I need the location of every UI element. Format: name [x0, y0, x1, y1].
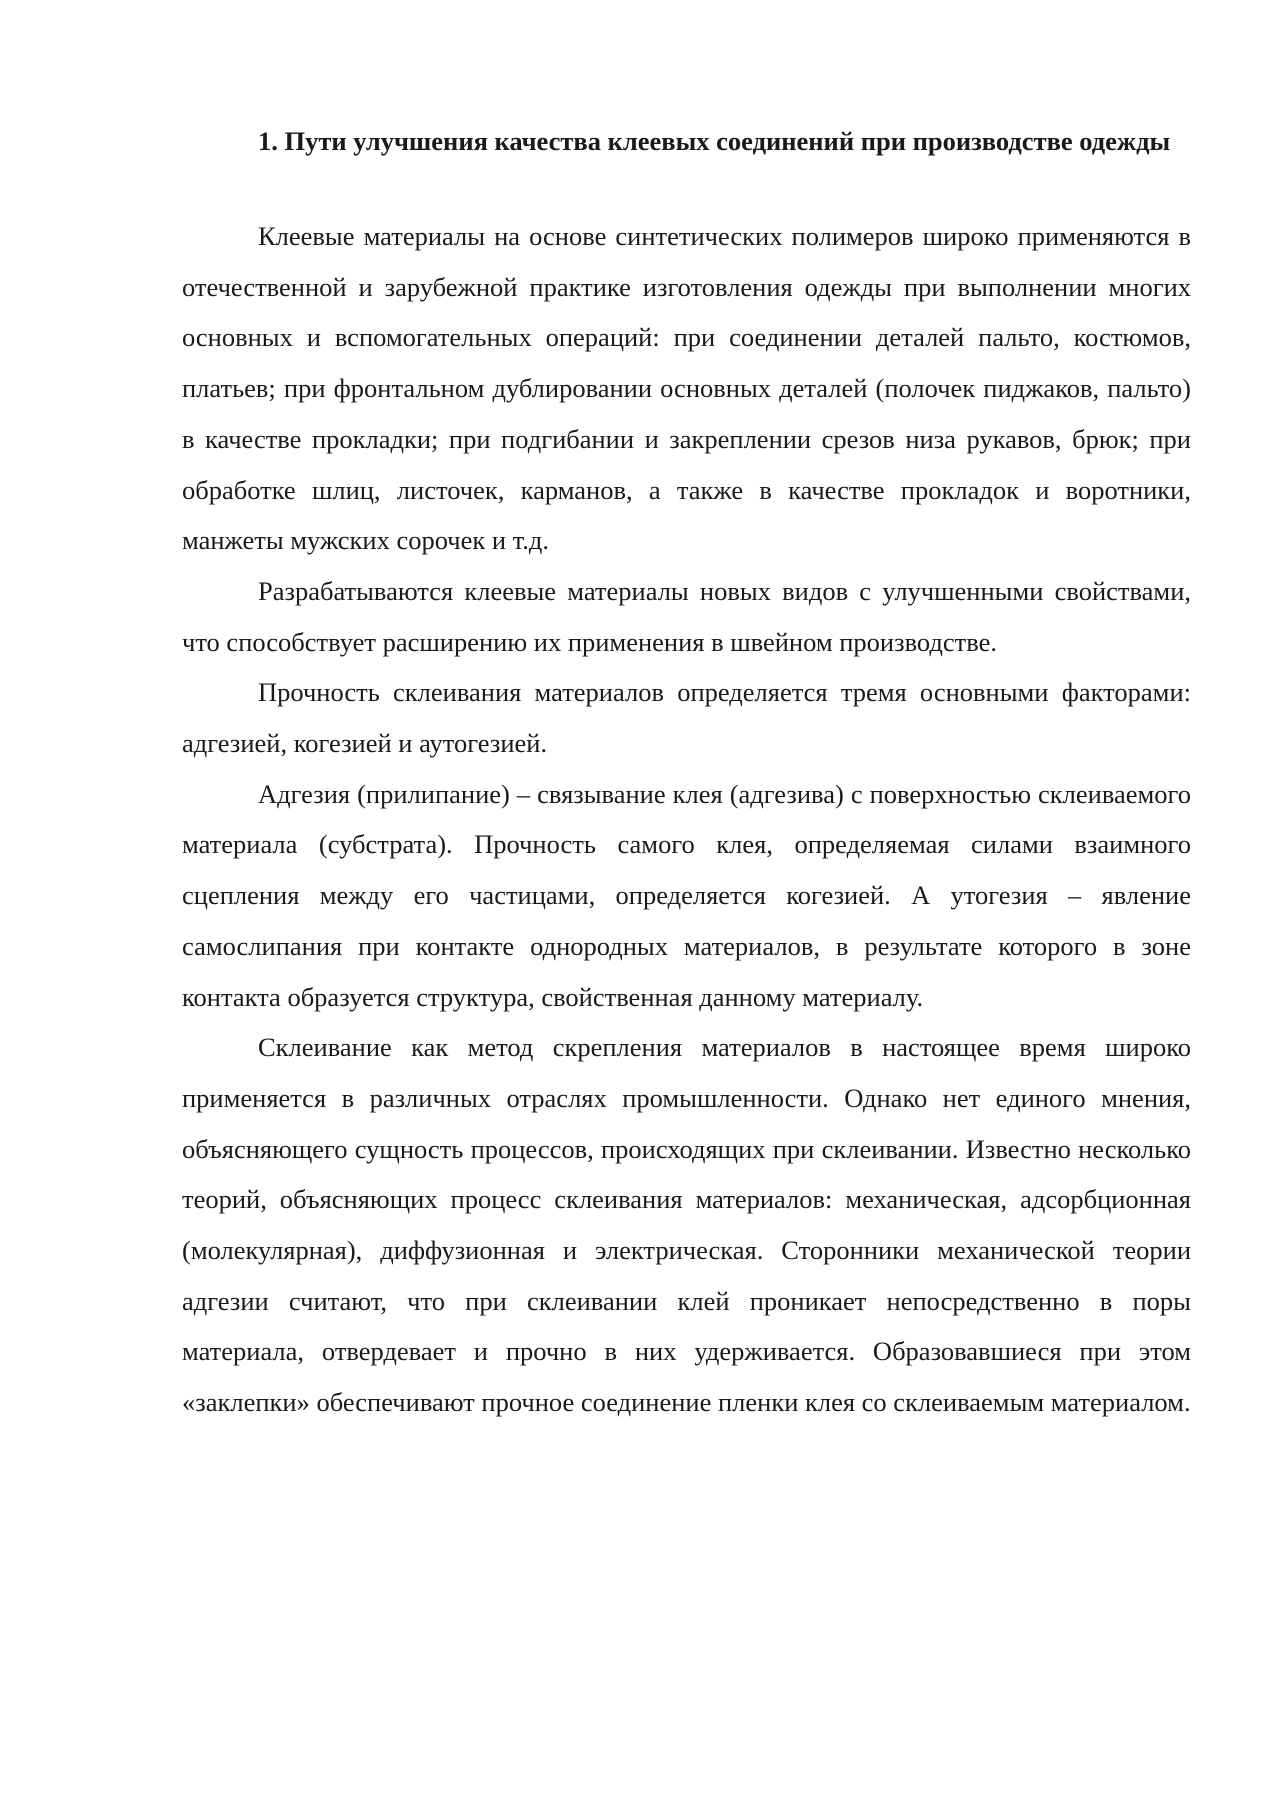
section-heading: 1. Пути улучшения качества клеевых соединений при производстве одежды [258, 126, 1171, 156]
document-body [182, 211, 1191, 1428]
paragraph-bond-strength: Прочность склеивания материалов определяется тремя основными факторами: адгезией, когезией и аутогезией. [182, 677, 1191, 759]
paragraph-adhesion-definition: Адгезия (прилипание) – связывание клея (адгезива) с поверхностью склеиваемого материала (субстрата). Прочность самого клея, определяемая силами взаимного сцепления между его частицами, определяется когезией. А утогезия – явление самослипания при контакте однородных материалов, в результате которого в зоне контакта образуется структура, свойственная данному материалу. [182, 778, 1191, 1012]
document-content [182, 116, 1191, 1428]
paragraph-adhesive-materials: Клеевые материалы на основе синтетических полимеров широко применяются в отечественной и зарубежной практике изготовления одежды при выполнении многих основных и вспомогательных операций: при соединении деталей пальто, костюмов, платьев; при фронтальном дублировании основных деталей (полочек пиджаков, пальто) в качестве прокладки; при подгибании и закреплении срезов низа рукавов, брюк; при обработке шлиц, листочек, карманов, а также в качестве прокладок и воротники, манжеты мужских сорочек и т.д. [182, 221, 1191, 556]
paragraph-new-materials: Разрабатываются клеевые материалы новых видов с улучшенными свойствами, что способствует расширению их применения в швейном производстве. [182, 575, 1191, 657]
paragraph-bonding-theories: Склеивание как метод скрепления материалов в настоящее время широко применяется в различных отраслях промышленности. Однако нет единого мнения, объясняющего сущность процессов, происходящих при склеивании. Известно несколько теорий, объясняющих процесс склеивания материалов: механическая, адсорбционная (молекулярная), диффузионная и электрическая. Сторонники механической теории адгезии считают, что при склеивании клей проникает непосредственно в поры материала, отвердевает и прочно в них удерживается. Образовавшиеся при этом «заклепки» обеспечивают прочное соединение пленки клея со склеиваемым материалом. [182, 1032, 1191, 1418]
